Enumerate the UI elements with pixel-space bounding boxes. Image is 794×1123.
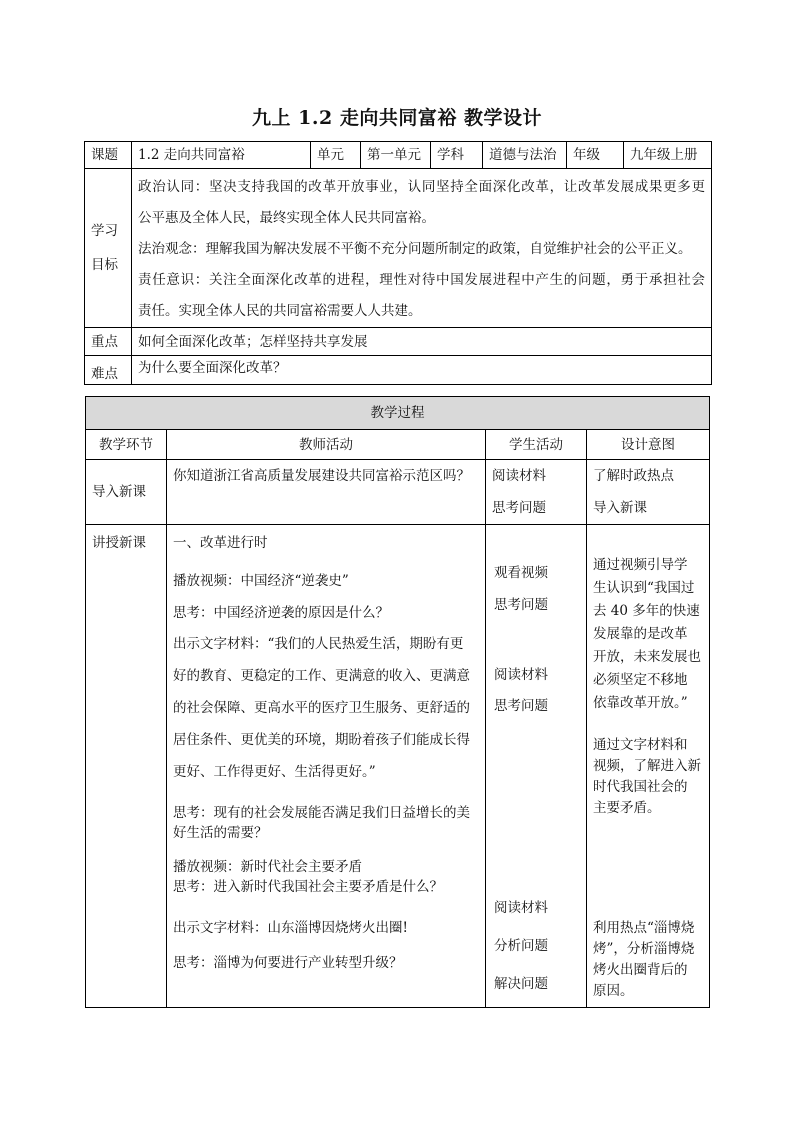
intent-line: 去 40 多年的快速 — [593, 603, 700, 619]
intent-line: 烤”，分析淄博烧 — [593, 941, 695, 957]
key-point-value: 如何全面深化改革；怎样坚持共享发展 — [132, 328, 712, 356]
intent-line: 时代我国社会的 — [593, 779, 688, 795]
column-header-teacher: 教师活动 — [167, 430, 486, 460]
process-table — [85, 396, 710, 1008]
unit-label: 单元 — [311, 142, 361, 169]
objectives-content — [132, 169, 712, 328]
grade-label: 年级 — [567, 142, 624, 169]
objectives-label-line2: 目标 — [91, 257, 118, 273]
student-activity: 阅读材料 — [494, 900, 548, 916]
process-header: 教学过程 — [86, 397, 710, 430]
student-activity: 阅读材料 — [492, 468, 546, 484]
new-lesson-stage: 讲授新课 — [86, 525, 167, 1008]
intro-intent — [587, 460, 710, 525]
objective-line: 公平惠及全体人民，最终实现全体人民共同富裕。 — [138, 210, 435, 226]
grade-value: 九年级上册 — [624, 142, 712, 169]
objectives-label — [85, 169, 132, 328]
student-activity: 阅读材料 — [494, 667, 548, 683]
objectives-label-line1: 学习 — [91, 223, 118, 239]
teacher-line: 出示文字材料：山东淄博因烧烤火出圈! — [173, 920, 408, 936]
intro-stage: 导入新课 — [86, 460, 167, 525]
teacher-line: 播放视频：新时代社会主要矛盾 — [173, 859, 362, 875]
student-activity: 分析问题 — [494, 938, 548, 954]
intent-line: 开放，未来发展也 — [593, 649, 701, 665]
topic-value: 1.2 走向共同富裕 — [132, 142, 311, 169]
new-lesson-intent — [587, 525, 710, 1008]
intent-line: 通过视频引导学 — [593, 557, 688, 573]
intent-line: 利用热点“淄博烧 — [593, 920, 695, 936]
student-activity: 解决问题 — [494, 976, 548, 992]
subject-label: 学科 — [431, 142, 483, 169]
student-activity: 观看视频 — [494, 565, 548, 581]
intent-line: 必须坚定不移地 — [593, 672, 688, 688]
intro-student — [486, 460, 587, 525]
teacher-line: 出示文字材料：“我们的人民热爱生活，期盼有更 — [173, 636, 464, 652]
intent-line: 通过文字材料和 — [593, 737, 688, 753]
student-activity: 思考问题 — [494, 597, 548, 613]
teacher-line: 的社会保障、更高水平的医疗卫生服务、更舒适的 — [173, 700, 470, 716]
teacher-line: 好的教育、更稳定的工作、更满意的收入、更满意 — [173, 668, 470, 684]
subject-value: 道德与法治 — [483, 142, 567, 169]
objective-line: 法治观念：理解我国为解决发展不平衡不充分问题所制定的政策，自觉维护社会的公平正义。 — [138, 241, 692, 257]
teacher-line: 思考：淄博为何要进行产业转型升级？ — [173, 955, 403, 971]
intent-text: 导入新课 — [593, 500, 647, 516]
teacher-line: 思考：现有的社会发展能否满足我们日益增长的美 — [173, 805, 470, 821]
student-activity: 思考问题 — [494, 698, 548, 714]
intent-text: 了解时政热点 — [593, 468, 674, 484]
difficulty-value: 为什么要全面深化改革？ — [132, 356, 712, 385]
intent-line: 视频，了解进入新 — [593, 758, 701, 774]
info-table — [84, 141, 712, 385]
topic-label: 课题 — [85, 142, 132, 169]
teacher-line: 一、改革进行时 — [173, 535, 268, 551]
teacher-line: 更好、工作得更好、生活得更好。” — [173, 764, 376, 780]
teacher-line: 好生活的需要？ — [173, 825, 268, 841]
intent-line: 原因。 — [593, 983, 634, 999]
unit-value: 第一单元 — [361, 142, 431, 169]
teacher-line: 居住条件、更优美的环境，期盼着孩子们能成长得 — [173, 732, 470, 748]
objective-line: 政治认同：坚决支持我国的改革开放事业，认同坚持全面深化改革，让改革发展成果更多更 — [138, 179, 705, 195]
difficulty-label: 难点 — [85, 356, 132, 385]
teacher-line: 播放视频：中国经济“逆袭史” — [173, 573, 349, 589]
column-header-stage: 教学环节 — [86, 430, 167, 460]
intent-line: 烤火出圈背后的 — [593, 962, 688, 978]
student-activity: 思考问题 — [492, 500, 546, 516]
intent-line: 依靠改革开放。” — [593, 695, 688, 711]
column-header-intent: 设计意图 — [587, 430, 710, 460]
column-header-student: 学生活动 — [486, 430, 587, 460]
page-title: 九上 1.2 走向共同富裕 教学设计 — [252, 107, 542, 129]
intent-line: 主要矛盾。 — [593, 800, 661, 816]
intent-line: 发展靠的是改革 — [593, 626, 688, 642]
new-lesson-student — [486, 525, 587, 1008]
teacher-line: 思考：进入新时代我国社会主要矛盾是什么？ — [173, 879, 443, 895]
objective-line: 责任意识：关注全面深化改革的进程，理性对待中国发展进程中产生的问题，勇于承担社会 — [138, 272, 705, 288]
objective-line: 责任。实现全体人民的共同富裕需要人人共建。 — [138, 303, 422, 319]
key-point-label: 重点 — [85, 328, 132, 356]
intro-teacher: 你知道浙江省高质量发展建设共同富裕示范区吗？ — [167, 460, 486, 525]
teacher-line: 思考：中国经济逆袭的原因是什么？ — [173, 605, 389, 621]
intent-line: 生认识到“我国过 — [593, 580, 695, 596]
new-lesson-teacher — [167, 525, 486, 1008]
